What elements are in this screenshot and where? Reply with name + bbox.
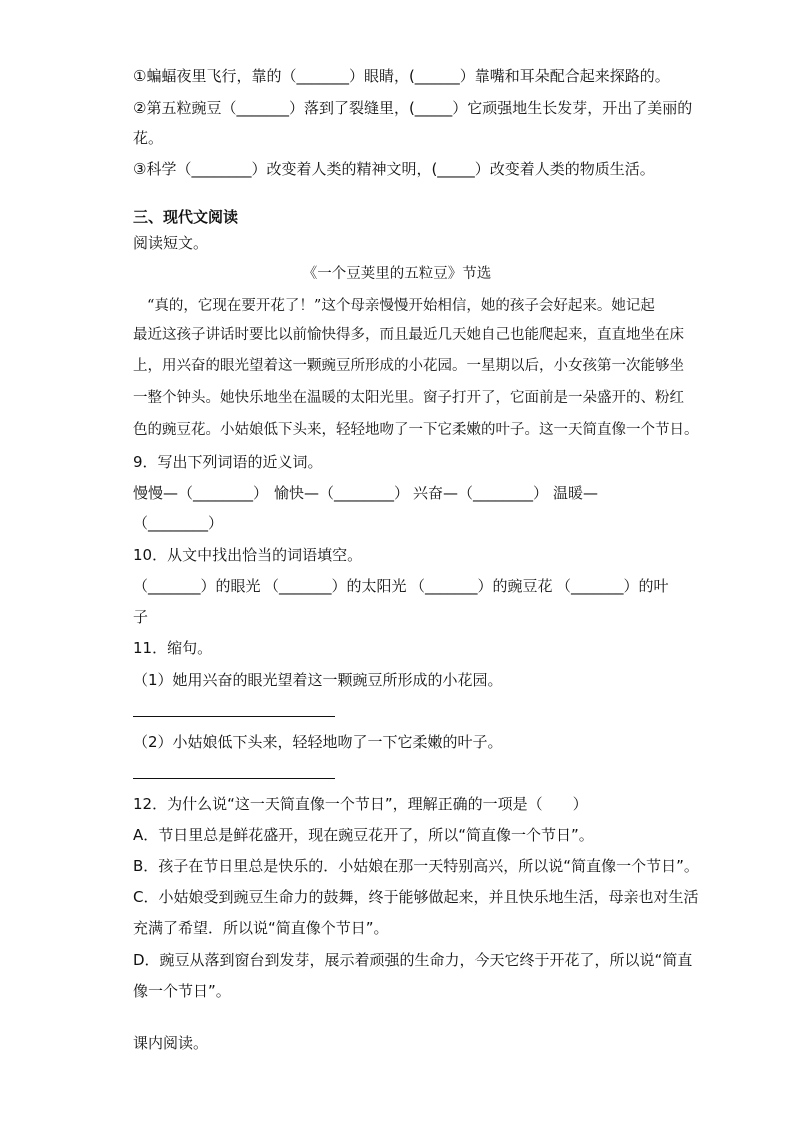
question-9-blank: 愉快—（________） <box>274 484 410 502</box>
question-10-stem: 10．从文中找出恰当的词语填空。 <box>133 546 363 564</box>
question-12-option-b: B．孩子在节日里总是快乐的．小姑娘在那一天特别高兴，所以说“简直像一个节日”。 <box>133 857 699 875</box>
question-12-option-a: A．节日里总是鲜花盛开，现在豌豆花开了，所以“简直像一个节日”。 <box>133 826 594 844</box>
question-11-item-2: （2）小姑娘低下头来，轻轻地吻了一下它柔嫩的叶子。 <box>133 733 503 751</box>
question-11-item-1: （1）她用兴奋的眼光望着这一颗豌豆所形成的小花园。 <box>133 671 503 689</box>
fill-conjunction-line-2: ②第五粒豌豆（_______）落到了裂缝里，(_____）它顽强地生长发芽，开出了美丽的 <box>133 99 693 117</box>
question-12-option-c-cont: 充满了希望．所以说“简直像个节日”。 <box>133 919 389 937</box>
question-11-stem: 11．缩句。 <box>133 639 213 657</box>
passage-line: “真的，它现在要开花了！”这个母亲慢慢开始相信，她的孩子会好起来。她记起 <box>147 298 655 314</box>
reading-instruction: 阅读短文。 <box>133 234 209 252</box>
question-12-option-d-cont: 像一个节日”。 <box>133 982 231 1000</box>
passage-line: 上，用兴奋的眼光望着这一颗豌豆所形成的小花园。一星期以后，小女孩第一次能够坐 <box>133 358 684 374</box>
question-9-blank: （________） <box>133 514 224 532</box>
question-9-blank: 兴奋—（________） <box>413 484 549 502</box>
question-12-stem: 12．为什么说“这一天简直像一个节日”，理解正确的一项是（ ） <box>133 795 588 813</box>
passage-line: 色的豌豆花。小姑娘低下头来，轻轻地吻了一下它柔嫩的叶子。这一天简直像一个节日。 <box>133 422 699 438</box>
question-10-blank: （_______）的眼光 <box>133 577 261 595</box>
next-section-label: 课内阅读。 <box>133 1034 209 1052</box>
question-9-stem: 9．写出下列词语的近义词。 <box>133 453 323 471</box>
passage-title: 《一个豆荚里的五粒豆》节选 <box>302 266 492 282</box>
question-12-option-c: C．小姑娘受到豌豆生命力的鼓舞，终于能够做起来，并且快乐地生活，母亲也对生活 <box>133 888 699 906</box>
section-heading: 三、现代文阅读 <box>133 208 239 226</box>
passage-line: 一整个钟头。她快乐地坐在温暖的太阳光里。窗子打开了，它面前是一朵盛开的、粉红 <box>133 390 684 406</box>
question-10-blank: （_______）的叶 <box>556 577 669 595</box>
answer-line <box>133 716 335 717</box>
question-9-blank: 慢慢—（________） <box>133 484 269 502</box>
fill-conjunction-line-1: ①蝙蝠夜里飞行，靠的（_______）眼睛，(______）靠嘴和耳朵配合起来探路的。 <box>133 67 670 85</box>
question-10-blank-cont: 子 <box>133 608 149 626</box>
question-10-blank: （_______）的豌豆花 <box>410 577 553 595</box>
question-10-blank: （_______）的太阳光 <box>264 577 407 595</box>
fill-conjunction-line-2-cont: 花。 <box>133 129 164 147</box>
question-12-option-d: D．豌豆从落到窗台到发芽，展示着顽强的生命力，今天它终于开花了，所以说“简直 <box>133 951 693 969</box>
passage-line: 最近这孩子讲话时要比以前愉快得多，而且最近几天她自己也能爬起来，直直地坐在床 <box>133 327 684 343</box>
answer-line <box>133 778 335 779</box>
question-9-blank: 温暖— <box>553 484 599 502</box>
fill-conjunction-line-3: ③科学（________）改变着人类的精神文明，(_____）改变着人类的物质生活。 <box>133 160 655 178</box>
